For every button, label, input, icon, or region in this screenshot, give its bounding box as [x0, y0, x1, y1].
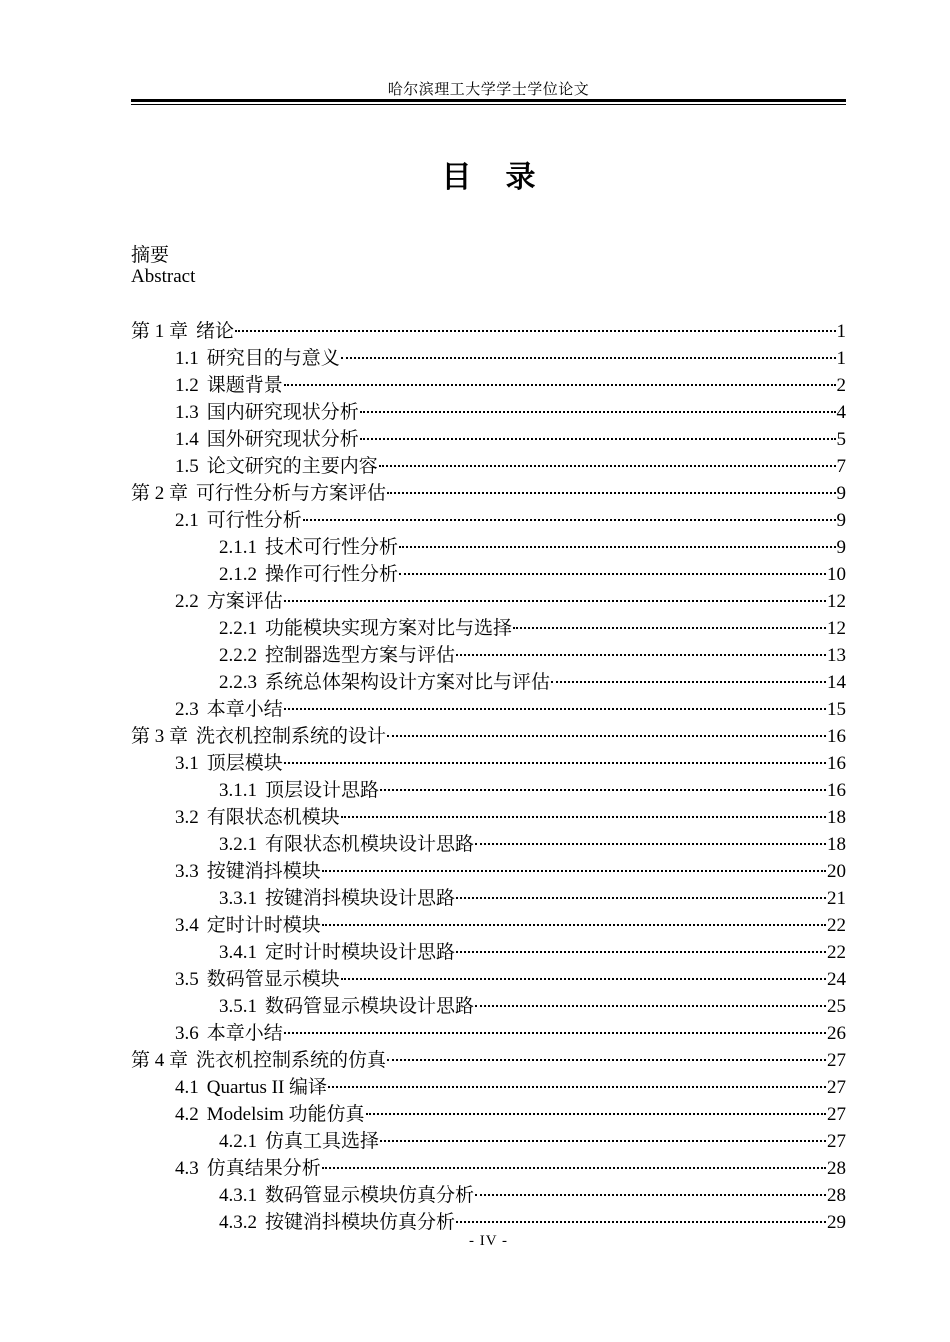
dot-leader	[475, 841, 826, 845]
toc-entry[interactable]	[131, 453, 846, 480]
toc-entry-number: 3.5.1	[219, 996, 257, 1017]
dot-leader	[387, 733, 826, 737]
dot-leader	[341, 355, 836, 359]
toc-entry[interactable]	[131, 588, 846, 615]
toc-entry[interactable]	[131, 399, 846, 426]
toc-entry-label: 本章小结	[206, 699, 283, 720]
toc-entry-text	[219, 1209, 455, 1236]
toc-entry[interactable]	[131, 831, 846, 858]
toc-entry-number: 2.1.1	[219, 537, 257, 558]
toc-entry-number: 1.1	[175, 348, 199, 369]
toc-page-number: 25	[827, 996, 846, 1017]
toc-page-number: 1	[836, 348, 846, 369]
toc-page-number: 1	[836, 321, 846, 342]
toc-entry-text	[131, 723, 386, 750]
toc-entry-label: 功能模块实现方案对比与选择	[265, 618, 513, 639]
toc-entry-label: 定时计时模块	[206, 915, 321, 936]
toc-page-number: 27	[827, 1104, 846, 1125]
header-rule-thick	[131, 99, 846, 102]
toc-entry[interactable]	[131, 1128, 846, 1155]
toc-entry[interactable]	[131, 858, 846, 885]
toc-entry-number: 2.1.2	[219, 564, 257, 585]
toc-entry[interactable]	[131, 804, 846, 831]
toc-entry[interactable]	[131, 1047, 846, 1074]
toc-entry-text	[219, 777, 379, 804]
toc-entry-text	[219, 561, 398, 588]
toc-entry[interactable]	[131, 696, 846, 723]
toc-entry-text	[175, 1155, 321, 1182]
page-number: - IV -	[468, 1233, 509, 1249]
toc-entry[interactable]	[131, 507, 846, 534]
toc-entry[interactable]	[131, 1209, 846, 1236]
toc-title-char-1: 目	[441, 160, 472, 195]
toc-entry-number: 2.3	[175, 699, 199, 720]
toc-title-char-2: 录	[505, 160, 536, 195]
abstract-en-link[interactable]: Abstract	[131, 266, 196, 287]
dot-leader	[475, 1192, 826, 1196]
toc-entry-text	[219, 1128, 379, 1155]
toc-page-number: 12	[827, 591, 846, 612]
dot-leader	[284, 1030, 826, 1034]
toc-page-number: 9	[836, 510, 846, 531]
toc-entry-label: 有限状态机模块	[206, 807, 340, 828]
toc-entry-text	[131, 1047, 386, 1074]
toc-entry-text	[219, 642, 455, 669]
toc-entry-number: 3.3	[175, 861, 199, 882]
toc-entry-number: 4.3.2	[219, 1212, 257, 1233]
toc-entry-number: 3.2.1	[219, 834, 257, 855]
dot-leader	[380, 1138, 826, 1142]
toc-entry[interactable]	[131, 750, 846, 777]
dot-leader	[379, 463, 836, 467]
dot-leader	[399, 571, 826, 575]
toc-entry-number: 1.2	[175, 375, 199, 396]
toc-page-number: 18	[827, 807, 846, 828]
toc-entry-text	[175, 426, 359, 453]
dot-leader	[322, 868, 826, 872]
toc-entry[interactable]	[131, 642, 846, 669]
toc-page-number: 28	[827, 1185, 846, 1206]
toc-entry-number: 4.2	[175, 1104, 199, 1125]
toc-entry-label: 技术可行性分析	[265, 537, 399, 558]
toc-entry-number: 第 3 章	[131, 726, 189, 747]
toc-entry-number: 3.4.1	[219, 942, 257, 963]
toc-entry-number: 3.1	[175, 753, 199, 774]
toc-entry-text	[131, 318, 234, 345]
toc-entry-label: 数码管显示模块设计思路	[265, 996, 475, 1017]
toc-entry-text	[175, 1101, 365, 1128]
toc-page-number: 9	[836, 483, 846, 504]
toc-page-number: 9	[836, 537, 846, 558]
toc-entry-text	[175, 399, 359, 426]
toc-entry-text	[219, 939, 455, 966]
toc-entry[interactable]	[131, 993, 846, 1020]
toc-page-number: 28	[827, 1158, 846, 1179]
toc-entry[interactable]	[131, 426, 846, 453]
toc-entry-number: 4.2.1	[219, 1131, 257, 1152]
toc-entry-text	[175, 966, 340, 993]
toc-entry-text	[219, 615, 512, 642]
toc-page-number: 27	[827, 1050, 846, 1071]
running-header: 哈尔滨理工大学学士学位论文	[387, 82, 590, 98]
toc-entry-number: 第 1 章	[131, 321, 189, 342]
toc-entry-text	[175, 372, 283, 399]
toc-entry-text	[131, 480, 386, 507]
toc-entry[interactable]	[131, 777, 846, 804]
toc-entry-number: 第 4 章	[131, 1050, 189, 1071]
toc-entry-number: 第 2 章	[131, 483, 189, 504]
toc-entry-label: 仿真工具选择	[265, 1131, 380, 1152]
toc-entry-label: 国内研究现状分析	[206, 402, 359, 423]
toc-entry-number: 2.2.1	[219, 618, 257, 639]
toc-entry-text	[175, 804, 340, 831]
toc-entry-number: 2.1	[175, 510, 199, 531]
toc-entry-label: 操作可行性分析	[265, 564, 399, 585]
toc-entry[interactable]	[131, 669, 846, 696]
toc-entry[interactable]	[131, 966, 846, 993]
toc-page-number: 24	[827, 969, 846, 990]
toc-entry-number: 3.1.1	[219, 780, 257, 801]
toc-entry-text	[219, 534, 398, 561]
toc-entry-text	[175, 507, 302, 534]
toc-entry[interactable]	[131, 939, 846, 966]
dot-leader	[341, 976, 826, 980]
abstract-cn-link[interactable]: 摘要	[131, 245, 170, 266]
toc-entry-text	[219, 1182, 474, 1209]
toc-entry-number: 4.1	[175, 1077, 199, 1098]
toc-entry[interactable]	[131, 1155, 846, 1182]
dot-leader	[456, 652, 826, 656]
toc-page-number: 14	[827, 672, 846, 693]
toc-entry-text	[175, 345, 340, 372]
toc-page-number: 21	[827, 888, 846, 909]
dot-leader	[235, 328, 835, 332]
toc-entry[interactable]	[131, 318, 846, 345]
toc-entry-label: 按键消抖模块仿真分析	[265, 1212, 456, 1233]
toc-entry-number: 3.5	[175, 969, 199, 990]
toc-entry-text	[175, 696, 283, 723]
toc-entry-label: 绪论	[196, 321, 235, 342]
toc-entry-label: 本章小结	[206, 1023, 283, 1044]
toc-entry-label: 有限状态机模块设计思路	[265, 834, 475, 855]
toc-page-number: 2	[836, 375, 846, 396]
toc-page-number: 18	[827, 834, 846, 855]
toc-entry-label: 论文研究的主要内容	[206, 456, 378, 477]
toc-entry-text	[175, 453, 378, 480]
toc-entry-number: 2.2	[175, 591, 199, 612]
toc-entry-label: 按键消抖模块	[206, 861, 321, 882]
header-rule-thin	[131, 104, 846, 105]
toc-entry-text	[219, 831, 474, 858]
toc-entry-text	[175, 1020, 283, 1047]
dot-leader	[360, 409, 836, 413]
toc-entry-label: 可行性分析与方案评估	[196, 483, 387, 504]
toc-entry-label: 研究目的与意义	[206, 348, 340, 369]
toc-entry-number: 3.3.1	[219, 888, 257, 909]
toc-entry-label: 洗衣机控制系统的设计	[196, 726, 387, 747]
toc-title	[131, 152, 846, 196]
toc-entry-label: 数码管显示模块仿真分析	[265, 1185, 475, 1206]
dot-leader	[284, 760, 826, 764]
toc-page-number: 16	[827, 753, 846, 774]
toc-entry[interactable]	[131, 1074, 846, 1101]
toc-entry-label: 顶层模块	[206, 753, 283, 774]
dot-leader	[456, 949, 826, 953]
toc-page-number: 16	[827, 726, 846, 747]
toc-entry-label: 国外研究现状分析	[206, 429, 359, 450]
dot-leader	[380, 787, 826, 791]
toc-page-number: 4	[836, 402, 846, 423]
toc-entry-number: 3.6	[175, 1023, 199, 1044]
toc-entry-text	[219, 993, 474, 1020]
dot-leader	[322, 1165, 826, 1169]
toc-entry[interactable]	[131, 372, 846, 399]
toc-entry-number: 2.2.3	[219, 672, 257, 693]
toc-page-number: 22	[827, 942, 846, 963]
toc-entry-number: 3.2	[175, 807, 199, 828]
toc-page-number: 12	[827, 618, 846, 639]
toc-entry-label: 可行性分析	[206, 510, 302, 531]
toc-entry[interactable]	[131, 615, 846, 642]
toc-entry[interactable]	[131, 534, 846, 561]
toc-page-number: 5	[836, 429, 846, 450]
toc-entry-text	[175, 1074, 327, 1101]
toc-page-number: 27	[827, 1077, 846, 1098]
toc-page-number: 20	[827, 861, 846, 882]
toc-entry-text	[219, 885, 455, 912]
dot-leader	[387, 1057, 826, 1061]
toc-page-number: 27	[827, 1131, 846, 1152]
toc-entry-text	[219, 669, 550, 696]
toc-entry-text	[175, 750, 283, 777]
toc-page-number: 15	[827, 699, 846, 720]
toc-entry[interactable]	[131, 912, 846, 939]
dot-leader	[284, 382, 836, 386]
toc-entry[interactable]	[131, 1182, 846, 1209]
toc-entry-number: 1.3	[175, 402, 199, 423]
toc-page-number: 10	[827, 564, 846, 585]
dot-leader	[399, 544, 835, 548]
toc-entry-label: 按键消抖模块设计思路	[265, 888, 456, 909]
dot-leader	[303, 517, 836, 521]
toc-entry-text	[175, 858, 321, 885]
toc-page-number: 16	[827, 780, 846, 801]
toc-entry[interactable]	[131, 1020, 846, 1047]
toc-entry[interactable]	[131, 480, 846, 507]
dot-leader	[513, 625, 826, 629]
table-of-contents	[131, 318, 846, 1236]
toc-entry-number: 1.5	[175, 456, 199, 477]
toc-entry[interactable]	[131, 1101, 846, 1128]
toc-entry-number: 1.4	[175, 429, 199, 450]
dot-leader	[387, 490, 835, 494]
dot-leader	[322, 922, 826, 926]
toc-entry-label: 顶层设计思路	[265, 780, 380, 801]
toc-entry-number: 3.4	[175, 915, 199, 936]
dot-leader	[284, 598, 826, 602]
toc-page-number: 29	[827, 1212, 846, 1233]
toc-page-number: 26	[827, 1023, 846, 1044]
dot-leader	[341, 814, 826, 818]
toc-entry-label: 控制器选型方案与评估	[265, 645, 456, 666]
toc-entry-label: 方案评估	[206, 591, 283, 612]
dot-leader	[456, 895, 826, 899]
toc-entry-number: 2.2.2	[219, 645, 257, 666]
dot-leader	[551, 679, 826, 683]
dot-leader	[284, 706, 826, 710]
dot-leader	[328, 1084, 826, 1088]
toc-entry-label: 数码管显示模块	[206, 969, 340, 990]
dot-leader	[366, 1111, 826, 1115]
toc-entry-label: 仿真结果分析	[206, 1158, 321, 1179]
toc-page-number: 7	[836, 456, 846, 477]
toc-entry-label: Quartus II 编译	[206, 1077, 328, 1098]
toc-entry-number: 4.3	[175, 1158, 199, 1179]
toc-entry-text	[175, 588, 283, 615]
toc-entry[interactable]	[131, 561, 846, 588]
toc-entry-label: 定时计时模块设计思路	[265, 942, 456, 963]
toc-entry-text	[175, 912, 321, 939]
toc-entry-label: 课题背景	[206, 375, 283, 396]
toc-entry[interactable]	[131, 885, 846, 912]
dot-leader	[360, 436, 836, 440]
toc-entry-label: 洗衣机控制系统的仿真	[196, 1050, 387, 1071]
toc-entry-number: 4.3.1	[219, 1185, 257, 1206]
toc-entry[interactable]	[131, 723, 846, 750]
dot-leader	[456, 1219, 826, 1223]
toc-entry-label: 系统总体架构设计方案对比与评估	[265, 672, 551, 693]
toc-page-number: 13	[827, 645, 846, 666]
toc-entry-label: Modelsim 功能仿真	[206, 1104, 365, 1125]
toc-entry[interactable]	[131, 345, 846, 372]
dot-leader	[475, 1003, 826, 1007]
toc-page-number: 22	[827, 915, 846, 936]
